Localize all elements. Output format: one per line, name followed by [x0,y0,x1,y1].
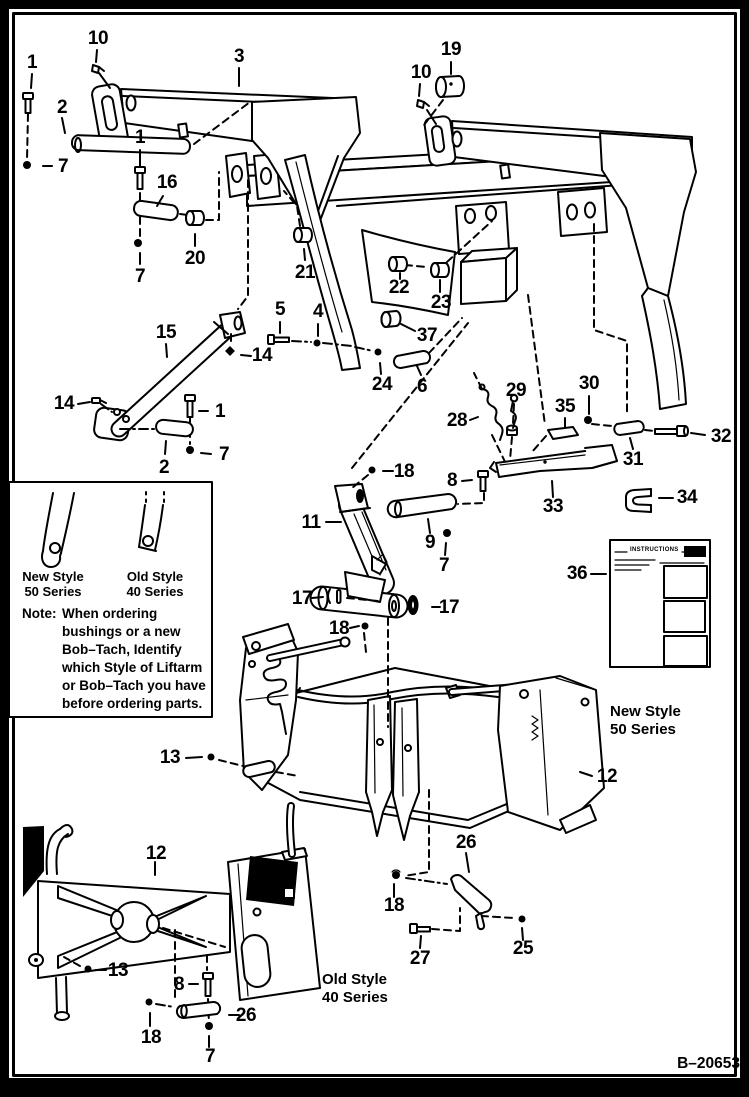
callout-9: 9 [424,532,436,553]
pin-9 [388,494,456,517]
decal-title: INSTRUCTIONS [630,547,679,553]
nut-30 [584,416,592,424]
callout-7: 7 [57,156,69,177]
bolt-27 [410,924,430,933]
callout-1: 1 [134,127,146,148]
callout-10: 10 [410,62,432,83]
callout-30: 30 [578,373,600,394]
clip-10-right [417,100,429,108]
bolt-8-bottom [203,973,213,996]
bushing-21 [294,228,312,242]
pin-26-bottom [177,1002,220,1018]
callout-14: 14 [251,345,273,366]
callout-18: 18 [328,618,350,639]
callout-26: 26 [235,1005,257,1026]
instruction-decal [610,540,710,667]
callout-1: 1 [26,52,38,73]
callout-7: 7 [134,266,146,287]
callout-36: 36 [566,563,588,584]
note-line-1: When ordering [62,606,158,621]
callout-7: 7 [204,1046,216,1067]
caption-new-style-line1: New Style [610,703,681,720]
washer-7d [443,529,451,537]
left-lift-arm [91,83,360,226]
notebox-old-style-caption [118,570,192,599]
callout-35: 35 [554,396,576,417]
caption-new-style [610,703,681,739]
note-line-2: bushings or a new [62,624,181,639]
bolt-14-small [92,398,106,403]
washer-25 [519,916,526,923]
callout-7: 7 [438,555,450,576]
spring-28 [480,385,503,441]
washer-7e [205,1022,213,1030]
pin-2-cylinder [155,419,193,437]
nut-18e [392,870,400,879]
bolt-1-top-left [23,93,33,113]
bushing-23 [431,263,449,277]
washer-7b [134,239,142,247]
callout-31: 31 [622,449,644,470]
callout-22: 22 [388,277,410,298]
callout-24: 24 [371,374,393,395]
note-label: Note: [22,606,57,621]
callout-5: 5 [274,299,286,320]
bushing-20 [186,211,204,225]
caption-old-style [322,971,388,1007]
callout-32: 32 [710,426,732,447]
callout-3: 3 [233,46,245,67]
washer-13b [85,966,92,973]
callout-26: 26 [455,832,477,853]
callout-17: 17 [438,597,460,618]
lever-33 [490,445,617,477]
caption-old-style-line2: 40 Series [322,989,388,1006]
washer-7c [186,446,194,454]
callout-25: 25 [512,938,534,959]
note-line-6: before ordering parts. [62,696,203,711]
callout-29: 29 [505,380,527,401]
pin-26-right [451,875,491,929]
washer-7a [23,161,31,169]
callout-18: 18 [393,461,415,482]
callout-28: 28 [446,410,468,431]
callout-1: 1 [214,401,226,422]
callout-21: 21 [294,262,316,283]
pin-2-long [72,135,190,154]
callout-13: 13 [159,747,181,768]
note-line-4: which Style of Liftarm [62,660,203,675]
notebox-new-style-line2: 50 Series [24,583,82,599]
nut-18a [369,467,376,474]
callout-2: 2 [56,97,68,118]
bolt-5 [268,335,289,344]
callout-2: 2 [158,457,170,478]
callout-7: 7 [218,444,230,465]
callout-16: 16 [156,172,178,193]
callout-11: 11 [301,512,321,533]
u-clip-34 [626,489,651,512]
clip-10-left [92,65,104,73]
callout-23: 23 [430,292,452,313]
callout-15: 15 [155,322,177,343]
callout-20: 20 [184,248,206,269]
callout-13: 13 [107,960,129,981]
bolt-32 [655,426,688,436]
callout-34: 34 [676,487,698,508]
callout-27: 27 [409,948,431,969]
washer-24 [375,349,382,356]
pin-31 [614,421,643,435]
callout-8: 8 [446,470,458,491]
callout-6: 6 [416,376,428,397]
callout-10: 10 [87,28,109,49]
pin-6 [394,351,430,368]
notebox-new-style-line1: New Style [22,569,84,584]
caption-old-style-line1: Old Style [322,971,388,988]
nut-29 [507,426,517,436]
callout-4: 4 [312,301,324,322]
nut-18d [146,999,153,1006]
callout-12: 12 [145,843,167,864]
bushing-19 [436,76,464,97]
bolt-8-mid [478,471,488,491]
callout-14: 14 [53,393,75,414]
notebox-old-style-line1: Old Style [126,569,184,584]
drawing-number: B–20653 [677,1055,740,1072]
bushing-22 [389,257,407,271]
callout-17: 17 [291,588,313,609]
callout-18: 18 [140,1027,162,1048]
callout-8: 8 [173,974,185,995]
washer-13a [208,754,215,761]
callout-18: 18 [383,895,405,916]
callout-33: 33 [542,496,564,517]
notebox-old-style-line2: 40 Series [126,583,184,599]
notebox-new-style-caption [16,570,90,599]
note-line-5: or Bob–Tach you have [62,678,206,693]
bushing-37 [382,311,401,327]
note-line-3: Bob–Tach, Identify [62,642,182,657]
tilt-cylinder [319,484,400,617]
bolt-1-mid [135,167,145,189]
wedge-35 [548,427,578,439]
callout-37: 37 [416,325,438,346]
bobtach-old-style [23,806,320,1020]
caption-new-style-line2: 50 Series [610,721,676,738]
pin-14-diamond [225,346,235,356]
nut-18b [362,623,369,630]
bushing-17-right [408,595,419,615]
bolt-1-lower [185,395,195,417]
callout-19: 19 [440,39,462,60]
callout-12: 12 [596,766,618,787]
washer-4 [314,340,321,347]
